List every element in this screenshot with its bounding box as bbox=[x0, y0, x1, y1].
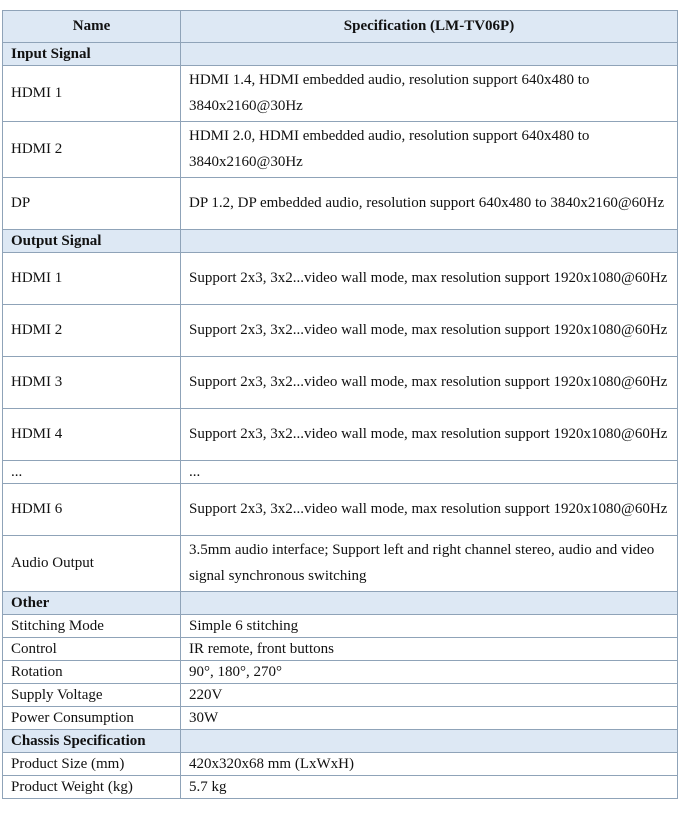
section-row-output-signal bbox=[3, 230, 678, 253]
row-name: HDMI 1 bbox=[3, 66, 181, 122]
row-name: Product Size (mm) bbox=[3, 753, 181, 776]
row-name: Power Consumption bbox=[3, 707, 181, 730]
row-spec: HDMI 1.4, HDMI embedded audio, resolution support 640x480 to 3840x2160@30Hz bbox=[181, 66, 678, 122]
row-spec: ... bbox=[181, 461, 678, 484]
row-name: ... bbox=[3, 461, 181, 484]
table-row bbox=[3, 776, 678, 799]
table-row bbox=[3, 409, 678, 461]
row-name: Stitching Mode bbox=[3, 615, 181, 638]
table-row bbox=[3, 684, 678, 707]
row-spec: Support 2x3, 3x2...video wall mode, max resolution support 1920x1080@60Hz bbox=[181, 357, 678, 409]
table-row bbox=[3, 753, 678, 776]
section-title: Other bbox=[3, 592, 181, 615]
header-row bbox=[3, 11, 678, 43]
row-name: Rotation bbox=[3, 661, 181, 684]
row-name: Supply Voltage bbox=[3, 684, 181, 707]
row-name: Product Weight (kg) bbox=[3, 776, 181, 799]
section-row-other bbox=[3, 592, 678, 615]
section-blank bbox=[181, 592, 678, 615]
row-name: Control bbox=[3, 638, 181, 661]
row-spec: Support 2x3, 3x2...video wall mode, max resolution support 1920x1080@60Hz bbox=[181, 409, 678, 461]
table-row bbox=[3, 178, 678, 230]
row-spec: HDMI 2.0, HDMI embedded audio, resolution support 640x480 to 3840x2160@30Hz bbox=[181, 122, 678, 178]
table-row bbox=[3, 357, 678, 409]
table-row bbox=[3, 122, 678, 178]
table-row bbox=[3, 461, 678, 484]
specification-table bbox=[2, 10, 678, 799]
table-row bbox=[3, 253, 678, 305]
row-spec: 90°, 180°, 270° bbox=[181, 661, 678, 684]
row-name: DP bbox=[3, 178, 181, 230]
row-name: HDMI 2 bbox=[3, 122, 181, 178]
row-name: HDMI 2 bbox=[3, 305, 181, 357]
section-blank bbox=[181, 730, 678, 753]
section-title: Output Signal bbox=[3, 230, 181, 253]
row-spec: DP 1.2, DP embedded audio, resolution support 640x480 to 3840x2160@60Hz bbox=[181, 178, 678, 230]
section-blank bbox=[181, 43, 678, 66]
row-spec: 5.7 kg bbox=[181, 776, 678, 799]
row-spec: IR remote, front buttons bbox=[181, 638, 678, 661]
row-name: HDMI 6 bbox=[3, 484, 181, 536]
table-row bbox=[3, 66, 678, 122]
header-spec: Specification (LM-TV06P) bbox=[181, 11, 678, 43]
row-spec: Support 2x3, 3x2...video wall mode, max resolution support 1920x1080@60Hz bbox=[181, 484, 678, 536]
header-name: Name bbox=[3, 11, 181, 43]
row-spec: Support 2x3, 3x2...video wall mode, max resolution support 1920x1080@60Hz bbox=[181, 305, 678, 357]
table-row bbox=[3, 536, 678, 592]
row-spec: Support 2x3, 3x2...video wall mode, max resolution support 1920x1080@60Hz bbox=[181, 253, 678, 305]
table-row bbox=[3, 484, 678, 536]
table-row bbox=[3, 661, 678, 684]
section-blank bbox=[181, 230, 678, 253]
table-row bbox=[3, 305, 678, 357]
table-row bbox=[3, 707, 678, 730]
section-row-chassis-specification bbox=[3, 730, 678, 753]
row-spec: 220V bbox=[181, 684, 678, 707]
table-row bbox=[3, 638, 678, 661]
section-row-input-signal bbox=[3, 43, 678, 66]
section-title: Chassis Specification bbox=[3, 730, 181, 753]
table-row bbox=[3, 615, 678, 638]
row-spec: Simple 6 stitching bbox=[181, 615, 678, 638]
row-spec: 420x320x68 mm (LxWxH) bbox=[181, 753, 678, 776]
row-name: HDMI 1 bbox=[3, 253, 181, 305]
row-spec: 3.5mm audio interface; Support left and right channel stereo, audio and video signal synchronous switching bbox=[181, 536, 678, 592]
row-name: Audio Output bbox=[3, 536, 181, 592]
row-name: HDMI 3 bbox=[3, 357, 181, 409]
row-spec: 30W bbox=[181, 707, 678, 730]
section-title: Input Signal bbox=[3, 43, 181, 66]
row-name: HDMI 4 bbox=[3, 409, 181, 461]
